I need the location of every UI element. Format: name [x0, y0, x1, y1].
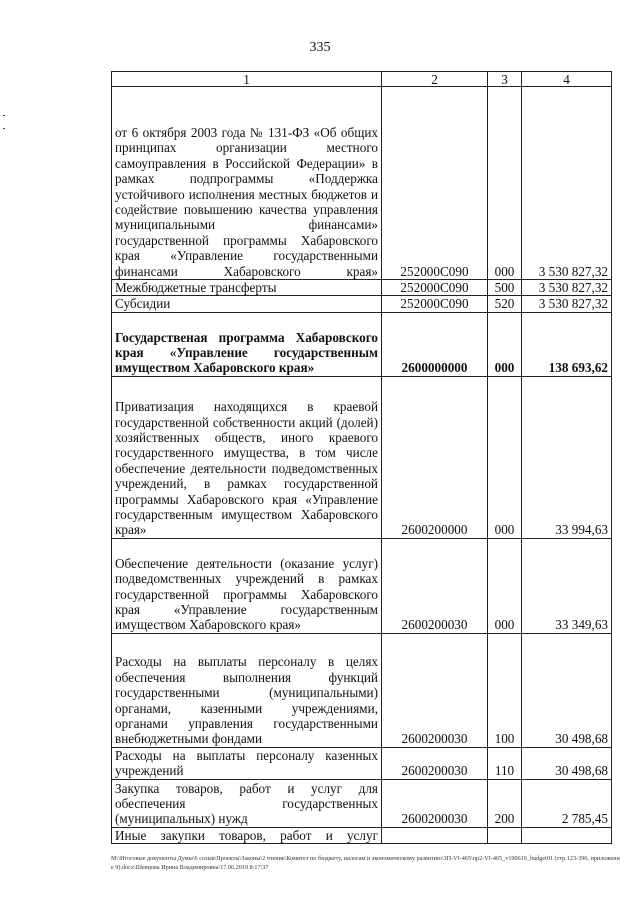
- row-name: Иные закупки товаров, работ и услуг: [112, 827, 382, 843]
- row-name: Закупка товаров, работ и услуг для обеспечения государственных (муниципальных) нужд: [112, 779, 382, 827]
- table-row: [112, 538, 612, 633]
- row-expense-type: 500: [488, 280, 522, 296]
- row-amount: 33 349,63: [522, 538, 612, 633]
- column-header-4: 4: [522, 72, 612, 87]
- table-row: [112, 87, 612, 280]
- row-target-code: 252000С090: [382, 296, 488, 312]
- table-row: [112, 633, 612, 747]
- row-amount: 3 530 827,32: [522, 87, 612, 280]
- column-header-1: 1: [112, 72, 382, 87]
- row-name: Государственая программа Хабаровского края «Управление государственным имуществом Хабаровского края»: [112, 312, 382, 376]
- table-header-row: [112, 72, 612, 87]
- column-header-3: 3: [488, 72, 522, 87]
- table-row: [112, 827, 612, 843]
- table-row: [112, 376, 612, 538]
- page-number: 335: [309, 40, 331, 55]
- row-name: Субсидии: [112, 296, 382, 312]
- row-expense-type: 000: [488, 376, 522, 538]
- row-amount: 30 498,68: [522, 747, 612, 779]
- row-target-code: 2600200030: [382, 747, 488, 779]
- table-row: [112, 779, 612, 827]
- row-amount: [522, 827, 612, 843]
- row-expense-type: 100: [488, 633, 522, 747]
- row-expense-type: [488, 827, 522, 843]
- margin-mark: [3, 115, 5, 116]
- row-target-code: [382, 827, 488, 843]
- row-target-code: 2600000000: [382, 312, 488, 376]
- row-name: Расходы на выплаты персоналу казенных учреждений: [112, 747, 382, 779]
- row-target-code: 2600200030: [382, 633, 488, 747]
- row-amount: 2 785,45: [522, 779, 612, 827]
- table-row-program: [112, 312, 612, 376]
- row-name: Расходы на выплаты персоналу в целях обеспечения выполнения функций государственными (муниципальными) органами, казенными учреждениями, органами управления государственными внебюджетными фондами: [112, 633, 382, 747]
- row-expense-type: 200: [488, 779, 522, 827]
- row-expense-type: 000: [488, 87, 522, 280]
- row-target-code: 2600200030: [382, 779, 488, 827]
- row-target-code: 2600200000: [382, 376, 488, 538]
- row-target-code: 252000С090: [382, 87, 488, 280]
- table-row: [112, 280, 612, 296]
- row-amount: 33 994,63: [522, 376, 612, 538]
- row-expense-type: 000: [488, 312, 522, 376]
- row-target-code: 252000С090: [382, 280, 488, 296]
- row-expense-type: 520: [488, 296, 522, 312]
- table-row: [112, 296, 612, 312]
- row-name: Приватизация находящихся в краевой государственной собственности акций (долей) хозяйственных обществ, иного краевого государственного имущества, в том числе обеспечение деятельности подведомственных учреждений, в рамках государственной программы Хабаровского края «Управление государственным имуществом Хабаровского края»: [112, 376, 382, 538]
- row-name: Межбюджетные трансферты: [112, 280, 382, 296]
- margin-mark: [3, 128, 5, 129]
- column-header-2: 2: [382, 72, 488, 87]
- budget-table: [111, 71, 612, 844]
- row-target-code: 2600200030: [382, 538, 488, 633]
- row-expense-type: 110: [488, 747, 522, 779]
- row-amount: 138 693,62: [522, 312, 612, 376]
- row-amount: 3 530 827,32: [522, 296, 612, 312]
- document-path-footer: M:\Итоговые документы Думы\6 созыв\Проекты\Законы\2 чтение\Комитет по бюджету, налогам и экономическому развитию\ЗП-VI-465\пр2-VI-465_v190619_budget01 (стр.123-396, приложение 9).docx\Шевцова Ирина Владимировна\17.06.2019 8:17:37: [111, 855, 620, 871]
- row-name: от 6 октября 2003 года № 131-ФЗ «Об общих принципах организации местного самоуправления в Российской Федерации» в рамках подпрограммы «Поддержка устойчивого исполнения местных бюджетов и содействие повышению качества управления муниципальными финансами» государственной программы Хабаровского края «Управление государственными финансами Хабаровского края»: [112, 87, 382, 280]
- row-name: Обеспечение деятельности (оказание услуг) подведомственных учреждений в рамках государственной программы Хабаровского края «Управление государственным имуществом Хабаровского края»: [112, 538, 382, 633]
- row-amount: 3 530 827,32: [522, 280, 612, 296]
- table-row: [112, 747, 612, 779]
- row-expense-type: 000: [488, 538, 522, 633]
- row-amount: 30 498,68: [522, 633, 612, 747]
